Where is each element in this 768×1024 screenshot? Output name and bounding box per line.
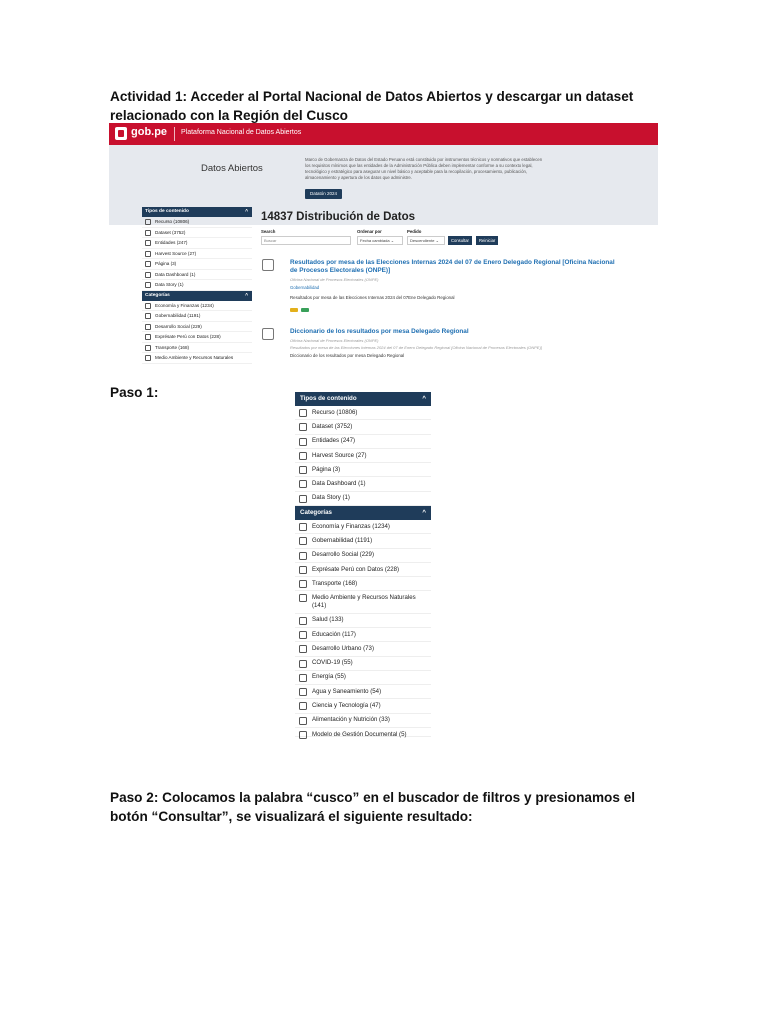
filter-label: COVID-19 (55) bbox=[312, 659, 353, 667]
filter-label: Transporte (168) bbox=[312, 579, 358, 587]
filter-label: Data Dashboard (1) bbox=[312, 480, 366, 488]
filter-categoria[interactable] bbox=[295, 671, 431, 685]
result-description: Resultados por mesa de las Elecciones Internas 2024 del 07Ene Delegado Regional bbox=[290, 295, 455, 300]
filter-tipo[interactable] bbox=[142, 249, 252, 260]
page-icon bbox=[145, 261, 151, 267]
filter-label: Economía y Finanzas (1234) bbox=[312, 522, 390, 530]
filter-label: Data Dashboard (1) bbox=[155, 271, 196, 277]
chat-icon bbox=[299, 566, 307, 574]
filter-tipo[interactable] bbox=[295, 420, 431, 434]
page-icon bbox=[299, 466, 307, 474]
consultar-button[interactable]: Consultar bbox=[448, 236, 472, 245]
filter-tipo[interactable] bbox=[295, 463, 431, 477]
search-label: Search bbox=[261, 229, 276, 234]
filter-label: Dataset (3752) bbox=[155, 229, 186, 235]
filter-tipo[interactable] bbox=[142, 280, 252, 291]
building-icon bbox=[299, 537, 307, 545]
filter-sidebar bbox=[142, 207, 252, 364]
users-icon bbox=[299, 438, 307, 446]
filter-label: Modelo de Gestión Documental (5) bbox=[312, 730, 407, 738]
story-icon bbox=[145, 282, 151, 288]
platform-name[interactable]: Plataforma Nacional de Datos Abiertos bbox=[181, 129, 302, 136]
filter-label: Medio Ambiente y Recursos Naturales (141) bbox=[312, 594, 416, 610]
bar-chart-icon bbox=[145, 303, 151, 309]
filter-categoria[interactable] bbox=[295, 628, 431, 642]
file-icon bbox=[145, 219, 151, 225]
people-icon bbox=[145, 324, 151, 330]
filter-label: Desarrollo Social (229) bbox=[312, 551, 374, 559]
filter-label: Página (3) bbox=[312, 465, 341, 473]
filter-categoria[interactable] bbox=[295, 614, 431, 628]
categorias-header-label: Categorías bbox=[300, 508, 332, 516]
filter-categoria[interactable] bbox=[295, 563, 431, 577]
filter-label: Entidades (247) bbox=[155, 240, 188, 245]
tipos-header[interactable] bbox=[142, 207, 252, 217]
dashboard-icon bbox=[299, 480, 307, 488]
filter-tipo[interactable] bbox=[295, 492, 431, 506]
categorias-header[interactable] bbox=[295, 506, 431, 520]
filter-label: Data Story (1) bbox=[155, 282, 184, 287]
filter-tipo[interactable] bbox=[142, 259, 252, 270]
result-item bbox=[261, 328, 658, 368]
bar-chart-icon bbox=[299, 523, 307, 531]
filter-label: Ciencia y Tecnología (47) bbox=[312, 702, 381, 710]
result-description: Diccionario de los resultados por mesa Delegado Regional bbox=[290, 353, 405, 358]
filter-categoria[interactable] bbox=[295, 591, 431, 613]
city-icon bbox=[299, 645, 307, 653]
gob-logo-icon[interactable] bbox=[115, 127, 127, 140]
filter-label: Gobernabilidad (1191) bbox=[312, 536, 373, 544]
order-value: Fecha cambiada bbox=[360, 238, 390, 243]
bolt-icon bbox=[299, 674, 307, 682]
filter-label: Gobernabilidad (1191) bbox=[155, 313, 201, 318]
sidebar-screenshot bbox=[295, 392, 431, 738]
chevron-up-icon[interactable]: ^ bbox=[245, 209, 248, 215]
filter-categoria[interactable] bbox=[142, 301, 252, 312]
filter-tipo[interactable] bbox=[295, 477, 431, 491]
filter-categoria[interactable] bbox=[295, 657, 431, 671]
filter-label: Harvest Source (27) bbox=[312, 451, 367, 459]
filter-categoria[interactable] bbox=[295, 714, 431, 728]
filter-tipo[interactable] bbox=[142, 238, 252, 249]
filter-tipo[interactable] bbox=[295, 449, 431, 463]
leaf-icon bbox=[145, 355, 151, 361]
paso2-text: Paso 2: Colocamos la palabra “cusco” en el buscador de filtros y presionamos el botón “Consultar”, se visualizará el siguiente resultado: bbox=[110, 790, 636, 824]
header-divider bbox=[174, 127, 175, 141]
filter-categoria[interactable] bbox=[295, 520, 431, 534]
filter-label: Medio Ambiente y Recursos Naturales bbox=[155, 355, 234, 360]
filter-categoria[interactable] bbox=[142, 343, 252, 354]
datathon-button[interactable]: Datatón 2024 bbox=[305, 189, 342, 199]
filter-categoria[interactable] bbox=[295, 685, 431, 699]
tipos-header-label: Tipos de contenido bbox=[300, 395, 357, 402]
format-badges bbox=[290, 308, 320, 313]
leaf-icon bbox=[299, 594, 307, 602]
activity-heading: Actividad 1: Acceder al Portal Nacional de Datos Abiertos y descargar un dataset relacionado con la Región del Cusco bbox=[110, 89, 634, 123]
file-icon bbox=[299, 409, 307, 417]
format-badge[interactable] bbox=[301, 308, 309, 312]
filter-label: Desarrollo Urbano (73) bbox=[312, 644, 374, 652]
chevron-down-icon: ⌄ bbox=[435, 238, 439, 243]
filter-label: Salud (133) bbox=[312, 616, 344, 624]
result-tag[interactable]: Resultados por mesa de las Elecciones Internas 2024 del 07 de Enero Delegado Regional [Oficina Nacional de Procesos Electorales (ONPE)] bbox=[290, 345, 542, 350]
filter-categoria[interactable] bbox=[295, 728, 431, 737]
sort-label: Pedido bbox=[407, 229, 422, 234]
filter-tipo[interactable] bbox=[142, 270, 252, 281]
chevron-up-icon[interactable]: ^ bbox=[245, 292, 248, 299]
filter-label: Exprésate Perú con Datos (228) bbox=[312, 565, 400, 573]
filter-categoria[interactable] bbox=[295, 549, 431, 563]
gear-icon bbox=[299, 452, 307, 460]
filter-categoria[interactable] bbox=[142, 332, 252, 343]
chat-icon bbox=[145, 334, 151, 340]
categorias-header[interactable] bbox=[142, 291, 252, 301]
chevron-up-icon[interactable]: ^ bbox=[422, 395, 426, 402]
tipos-header[interactable] bbox=[295, 392, 431, 406]
filter-label: Agua y Saneamiento (54) bbox=[312, 687, 382, 695]
building-icon bbox=[145, 313, 151, 319]
food-icon bbox=[299, 717, 307, 725]
water-icon bbox=[299, 688, 307, 696]
filter-label: Recurso (10806) bbox=[155, 219, 190, 224]
filter-categoria[interactable] bbox=[295, 642, 431, 656]
sort-value: Descendiente bbox=[410, 238, 435, 243]
users-icon bbox=[145, 240, 151, 246]
filter-categoria[interactable] bbox=[295, 534, 431, 548]
filter-categoria[interactable] bbox=[295, 577, 431, 591]
filter-label: Desarrollo Social (229) bbox=[155, 323, 202, 329]
line-chart-icon bbox=[299, 660, 307, 668]
hero-title: Datos Abiertos bbox=[201, 163, 263, 174]
filter-label: Dataset (3752) bbox=[312, 422, 353, 430]
order-select[interactable] bbox=[357, 236, 403, 245]
order-label: Ordenar por bbox=[357, 229, 382, 234]
gob-brand[interactable]: gob.pe bbox=[131, 126, 168, 138]
chevron-down-icon: ⌄ bbox=[390, 238, 395, 243]
filter-label: Data Story (1) bbox=[312, 494, 350, 502]
result-tag[interactable]: Gobernabilidad bbox=[290, 285, 320, 290]
gob-header-bar bbox=[109, 123, 658, 145]
categorias-header-label: Categorías bbox=[145, 292, 170, 298]
filter-label: Transporte (168) bbox=[155, 344, 190, 350]
portal-screenshot bbox=[109, 123, 658, 371]
filter-label: Alimentación y Nutrición (33) bbox=[312, 716, 390, 724]
filter-categoria[interactable] bbox=[142, 311, 252, 322]
car-icon bbox=[145, 345, 151, 351]
dashboard-icon bbox=[145, 272, 151, 278]
file-icon bbox=[262, 328, 274, 340]
sort-select[interactable] bbox=[407, 236, 445, 245]
book-icon bbox=[299, 631, 307, 639]
filter-label: Recurso (10806) bbox=[312, 408, 358, 416]
car-icon bbox=[299, 580, 307, 588]
search-input[interactable]: Buscar bbox=[261, 236, 351, 245]
filter-tipo[interactable] bbox=[295, 435, 431, 449]
result-org: Oficina Nacional de Procesos Electorales (ONPE) bbox=[290, 338, 379, 343]
health-icon bbox=[299, 617, 307, 625]
filter-label: Economía y Finanzas (1234) bbox=[155, 302, 214, 308]
flask-icon bbox=[299, 702, 307, 710]
filter-tipo[interactable] bbox=[142, 228, 252, 239]
paso1-label: Paso 1: bbox=[110, 385, 159, 400]
result-title[interactable]: Diccionario de los resultados por mesa Delegado Regional bbox=[290, 328, 469, 335]
filter-categoria[interactable] bbox=[142, 353, 252, 364]
filter-label: Harvest Source (27) bbox=[155, 250, 197, 256]
gear-icon bbox=[145, 251, 151, 257]
filter-label: Exprésate Perú con Datos (228) bbox=[155, 334, 221, 339]
filter-tipo[interactable] bbox=[142, 217, 252, 228]
story-icon bbox=[299, 495, 307, 503]
format-badge[interactable] bbox=[290, 308, 298, 312]
filter-label: Energía (55) bbox=[312, 673, 346, 681]
reiniciar-button[interactable]: Reiniciar bbox=[476, 236, 498, 245]
people-icon bbox=[299, 552, 307, 560]
result-item bbox=[261, 259, 658, 319]
result-title[interactable]: Resultados por mesa de las Elecciones Internas 2024 del 07 de Enero Delegado Regional [Oficina Nacional de Procesos Electorales (ONPE)] bbox=[290, 259, 615, 274]
result-org: Oficina Nacional de Procesos Electorales (ONPE) bbox=[290, 277, 379, 282]
hero-description: Marco de Gobernanza de Datos del Estado Peruano está constituido por instrumentos técnicos y normativos que establecen los requisitos mínimos que las entidades de la Administración Pública deben implementar conforme a su contexto legal, tecnológico y estratégico para asegurar un nivel básico y aceptable para la recopilación, procesamiento, publicación, almacenamiento y apertura de los datos que administre. bbox=[305, 157, 543, 180]
filter-label: Página (3) bbox=[155, 261, 177, 266]
chevron-up-icon[interactable]: ^ bbox=[422, 508, 426, 516]
filter-categoria[interactable] bbox=[295, 699, 431, 713]
cube-icon bbox=[145, 230, 151, 236]
filter-tipo[interactable] bbox=[295, 406, 431, 420]
filter-categoria[interactable] bbox=[142, 322, 252, 333]
results-title: 14837 Distribución de Datos bbox=[261, 211, 416, 223]
filter-label: Educación (117) bbox=[312, 630, 356, 638]
folder-icon bbox=[299, 731, 307, 739]
cube-icon bbox=[262, 259, 274, 271]
cube-icon bbox=[299, 423, 307, 431]
tipos-header-label: Tipos de contenido bbox=[145, 209, 189, 214]
results-panel bbox=[261, 211, 658, 358]
filter-label: Entidades (247) bbox=[312, 437, 356, 445]
